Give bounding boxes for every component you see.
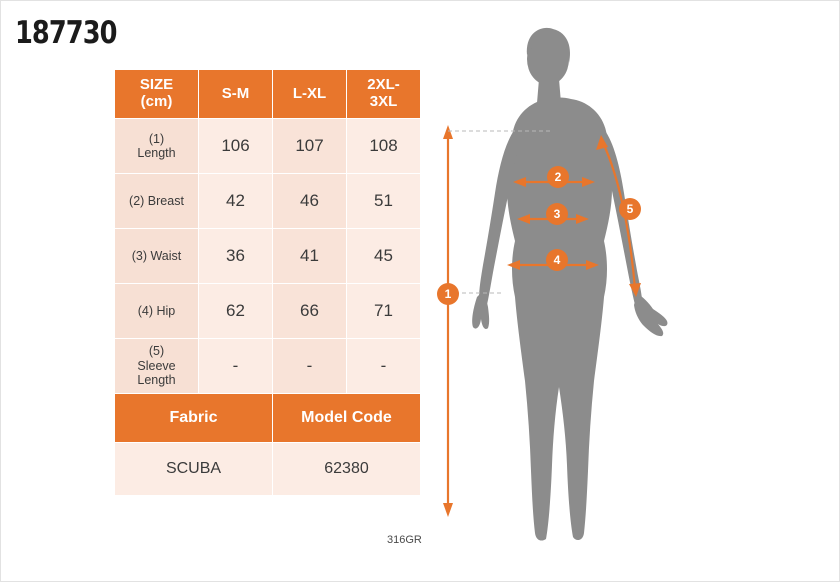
header-size-line2: (cm) xyxy=(140,93,173,110)
cell-length-lxl: 107 xyxy=(273,119,347,174)
measurement-figure xyxy=(431,21,831,566)
cell-breast-2xl3xl: 51 xyxy=(347,174,421,229)
table-row xyxy=(115,229,421,284)
table-row xyxy=(115,284,421,339)
cell-breast-lxl: 46 xyxy=(273,174,347,229)
cell-waist-sm: 36 xyxy=(199,229,273,284)
header-size-2xl3xl: 2XL- 3XL xyxy=(347,70,421,119)
badge-waist: 3 xyxy=(546,203,568,225)
badge-length: 1 xyxy=(437,283,459,305)
table-header-row xyxy=(115,70,421,119)
header-size-lxl: L-XL xyxy=(273,70,347,119)
cell-hip-lxl: 66 xyxy=(273,284,347,339)
header-size-cm xyxy=(115,70,199,119)
cell-model-code-value: 62380 xyxy=(273,443,421,496)
length-arrow-head-bottom xyxy=(443,503,453,517)
row-label-breast: (2) Breast xyxy=(115,174,199,229)
row-label-sleeve-length xyxy=(115,339,199,394)
badge-hip: 4 xyxy=(546,249,568,271)
row-label-waist: (3) Waist xyxy=(115,229,199,284)
cell-sleeve-2xl3xl: - xyxy=(347,339,421,394)
row-label-sleeve-line1: (5) xyxy=(148,344,165,359)
length-arrow-head-top xyxy=(443,125,453,139)
fabric-value-row xyxy=(115,443,421,496)
cell-length-2xl3xl: 108 xyxy=(347,119,421,174)
cell-length-sm: 106 xyxy=(199,119,273,174)
product-code: 187730 xyxy=(15,15,117,51)
fabric-header-row xyxy=(115,394,421,443)
table-row xyxy=(115,119,421,174)
badge-breast: 2 xyxy=(547,166,569,188)
row-label-hip: (4) Hip xyxy=(115,284,199,339)
row-label-sleeve-line2: Sleeve xyxy=(137,358,176,373)
header-model-code: Model Code xyxy=(273,394,421,443)
cell-sleeve-sm: - xyxy=(199,339,273,394)
header-size-sm: S-M xyxy=(199,70,273,119)
cell-breast-sm: 42 xyxy=(199,174,273,229)
row-label-length-line2: Length xyxy=(137,146,176,160)
fabric-weight-footnote: 316GR xyxy=(387,534,422,546)
cell-sleeve-lxl: - xyxy=(273,339,347,394)
table-row xyxy=(115,174,421,229)
cell-hip-sm: 62 xyxy=(199,284,273,339)
header-size-line1: SIZE xyxy=(139,76,174,94)
cell-fabric-value: SCUBA xyxy=(115,443,273,496)
table-row xyxy=(115,339,421,394)
figure-svg xyxy=(431,21,831,566)
row-label-length xyxy=(115,119,199,174)
size-table xyxy=(114,69,421,496)
row-label-sleeve-line3: Length xyxy=(137,373,176,388)
badge-sleeve-length: 5 xyxy=(619,198,641,220)
cell-waist-lxl: 41 xyxy=(273,229,347,284)
header-fabric: Fabric xyxy=(115,394,273,443)
row-label-length-line1: (1) xyxy=(148,131,165,146)
cell-waist-2xl3xl: 45 xyxy=(347,229,421,284)
cell-hip-2xl3xl: 71 xyxy=(347,284,421,339)
